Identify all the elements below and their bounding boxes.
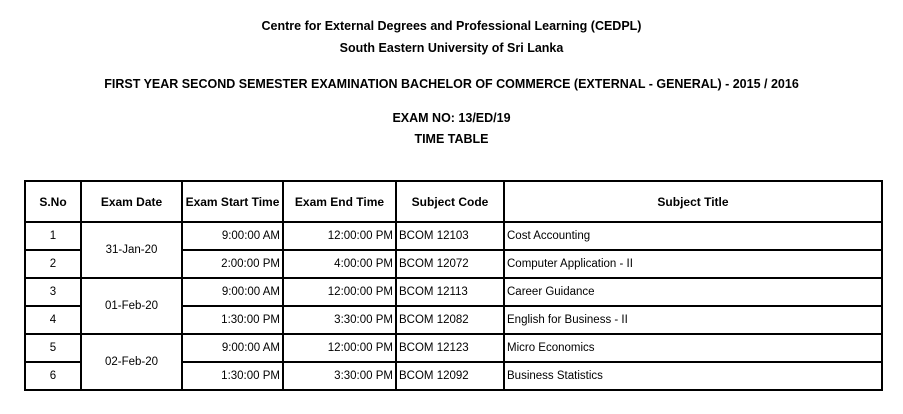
- col-header-end-time: Exam End Time: [283, 181, 396, 222]
- institution-name: Centre for External Degrees and Professional Learning (CEDPL): [261, 19, 642, 33]
- cell-subject-code: BCOM 12103: [396, 222, 504, 250]
- table-header-row: [25, 181, 882, 222]
- table-row: [25, 278, 882, 306]
- cell-subject-title: Business Statistics: [504, 362, 882, 390]
- cell-subject-code: BCOM 12072: [396, 250, 504, 278]
- cell-end-time: 12:00:00 PM: [283, 278, 396, 306]
- document-type: TIME TABLE: [414, 132, 489, 146]
- table-row: [25, 222, 882, 250]
- cell-start-time: 9:00:00 AM: [182, 334, 283, 362]
- cell-exam-date: 01-Feb-20: [81, 278, 182, 334]
- cell-start-time: 9:00:00 AM: [182, 278, 283, 306]
- cell-sno: 1: [25, 222, 81, 250]
- cell-exam-date: 31-Jan-20: [81, 222, 182, 278]
- cell-subject-title: English for Business - II: [504, 306, 882, 334]
- cell-start-time: 1:30:00 PM: [182, 306, 283, 334]
- cell-subject-title: Cost Accounting: [504, 222, 882, 250]
- cell-subject-code: BCOM 12113: [396, 278, 504, 306]
- col-header-exam-date: Exam Date: [81, 181, 182, 222]
- col-header-sno: S.No: [25, 181, 81, 222]
- cell-start-time: 9:00:00 AM: [182, 222, 283, 250]
- col-header-start-time: Exam Start Time: [182, 181, 283, 222]
- cell-start-time: 1:30:00 PM: [182, 362, 283, 390]
- cell-sno: 6: [25, 362, 81, 390]
- cell-sno: 5: [25, 334, 81, 362]
- cell-subject-title: Career Guidance: [504, 278, 882, 306]
- col-header-subject-title: Subject Title: [504, 181, 882, 222]
- cell-subject-title: Micro Economics: [504, 334, 882, 362]
- cell-subject-code: BCOM 12092: [396, 362, 504, 390]
- cell-end-time: 12:00:00 PM: [283, 334, 396, 362]
- cell-end-time: 3:30:00 PM: [283, 362, 396, 390]
- cell-subject-code: BCOM 12123: [396, 334, 504, 362]
- cell-end-time: 4:00:00 PM: [283, 250, 396, 278]
- cell-start-time: 2:00:00 PM: [182, 250, 283, 278]
- table-row: [25, 334, 882, 362]
- timetable: [24, 180, 883, 391]
- cell-sno: 3: [25, 278, 81, 306]
- cell-subject-code: BCOM 12082: [396, 306, 504, 334]
- university-name: South Eastern University of Sri Lanka: [339, 41, 564, 55]
- cell-end-time: 3:30:00 PM: [283, 306, 396, 334]
- cell-end-time: 12:00:00 PM: [283, 222, 396, 250]
- cell-exam-date: 02-Feb-20: [81, 334, 182, 390]
- exam-number: EXAM NO: 13/ED/19: [392, 111, 511, 125]
- cell-sno: 4: [25, 306, 81, 334]
- col-header-subject-code: Subject Code: [396, 181, 504, 222]
- cell-subject-title: Computer Application - II: [504, 250, 882, 278]
- exam-title: FIRST YEAR SECOND SEMESTER EXAMINATION BACHELOR OF COMMERCE (EXTERNAL - GENERAL) - 2015 / 2016: [104, 77, 799, 91]
- cell-sno: 2: [25, 250, 81, 278]
